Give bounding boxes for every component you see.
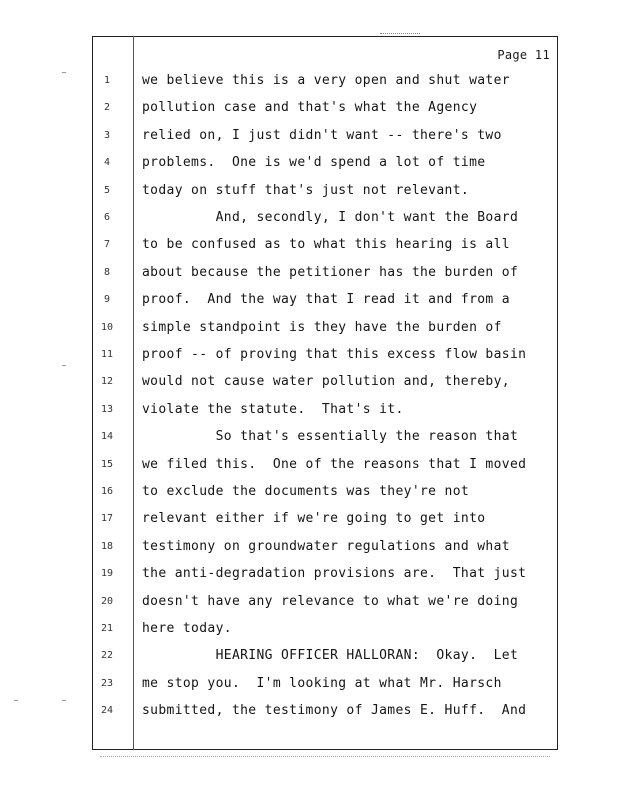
transcript-line: So that's essentially the reason that <box>142 429 519 444</box>
line-number: 20 <box>100 596 114 607</box>
transcript-line: submitted, the testimony of James E. Huff. And <box>142 703 527 718</box>
scan-mark-bottom <box>100 756 550 757</box>
transcript-line: would not cause water pollution and, thereby, <box>142 374 510 389</box>
line-number: 7 <box>103 239 111 250</box>
line-number: 22 <box>100 650 114 661</box>
transcript-line: proof -- of proving that this excess flow basin <box>142 347 527 362</box>
line-number: 24 <box>100 705 114 716</box>
line-number: 18 <box>100 541 114 552</box>
transcript-line: HEARING OFFICER HALLORAN: Okay. Let <box>142 648 519 663</box>
line-number: 11 <box>100 349 114 360</box>
transcript-line: today on stuff that's just not relevant. <box>142 183 470 198</box>
transcript-line: relied on, I just didn't want -- there's two <box>142 128 502 143</box>
line-number: 19 <box>100 568 114 579</box>
line-number: 16 <box>100 486 114 497</box>
transcript-line: here today. <box>142 621 232 636</box>
line-number: 10 <box>100 322 114 333</box>
line-number: 5 <box>103 185 111 196</box>
scan-speck <box>62 700 66 701</box>
transcript-line: pollution case and that's what the Agency <box>142 100 478 115</box>
line-number: 8 <box>103 267 111 278</box>
transcript-line: we filed this. One of the reasons that I moved <box>142 457 527 472</box>
page-number-label: Page 11 <box>497 48 550 62</box>
line-number: 2 <box>103 102 111 113</box>
transcript-line: testimony on groundwater regulations and what <box>142 539 510 554</box>
transcript-line: violate the statute. That's it. <box>142 402 404 417</box>
transcript-line: problems. One is we'd spend a lot of time <box>142 155 486 170</box>
line-number: 15 <box>100 459 114 470</box>
transcript-line: doesn't have any relevance to what we're doing <box>142 594 519 609</box>
transcript-line: we believe this is a very open and shut water <box>142 73 510 88</box>
scan-mark-top <box>380 33 420 34</box>
transcript-line: And, secondly, I don't want the Board <box>142 210 519 225</box>
transcript-line: proof. And the way that I read it and from a <box>142 292 510 307</box>
transcript-line: the anti-degradation provisions are. That just <box>142 566 527 581</box>
scan-speck <box>62 72 66 73</box>
line-number: 14 <box>100 431 114 442</box>
transcript-line: to exclude the documents was they're not <box>142 484 470 499</box>
line-number-margin-rule <box>133 36 134 750</box>
scan-speck <box>62 365 66 366</box>
line-number: 23 <box>100 678 114 689</box>
transcript-line: to be confused as to what this hearing is all <box>142 237 510 252</box>
transcript-line: simple standpoint is they have the burden of <box>142 320 502 335</box>
transcript-line: relevant either if we're going to get into <box>142 511 486 526</box>
line-number: 12 <box>100 376 114 387</box>
transcript-line: me stop you. I'm looking at what Mr. Harsch <box>142 676 502 691</box>
line-number: 17 <box>100 513 114 524</box>
line-number: 3 <box>103 130 111 141</box>
transcript-line: about because the petitioner has the burden of <box>142 265 519 280</box>
scan-speck <box>14 700 18 701</box>
line-number: 9 <box>103 294 111 305</box>
line-number: 6 <box>103 212 111 223</box>
page-border <box>92 36 558 750</box>
line-number: 13 <box>100 404 114 415</box>
line-number: 4 <box>103 157 111 168</box>
line-number: 21 <box>100 623 114 634</box>
line-number: 1 <box>103 75 111 86</box>
